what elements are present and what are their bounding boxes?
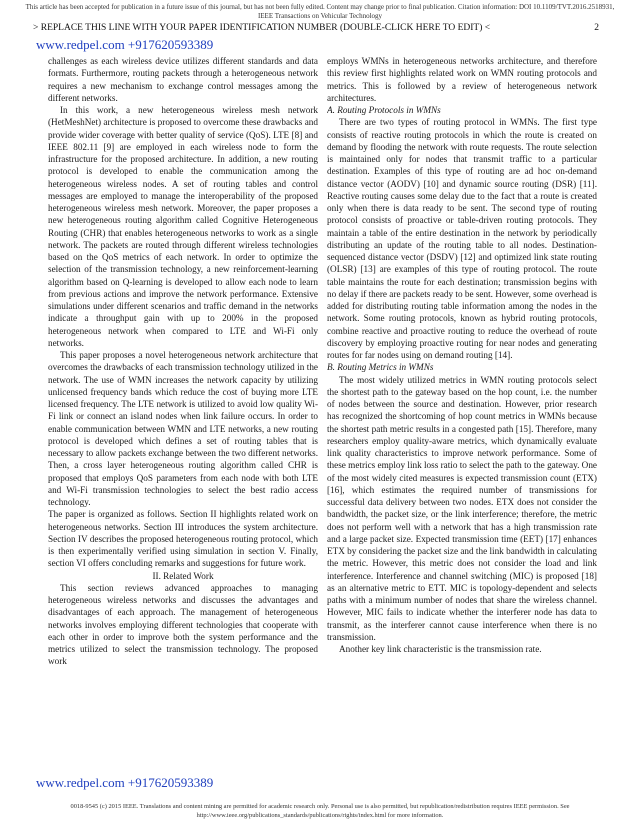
accepted-notice: This article has been accepted for publication in a future issue of this journal, but has not been fully edited. Content may change prior to final publication. Citation information: DOI 10.1109/TVT.2016.2518931, IEEE Transactions on Vehicular Technology	[25, 3, 615, 20]
paragraph: The paper is organized as follows. Section II highlights related work on heterogeneous networks. Section III introduces the system architecture. Section IV describes the proposed heterogeneous routing protocol, which is then experimentally verified using simulation in section V. Finally, section VI offers concluding remarks and suggestions for future work.	[48, 509, 318, 569]
watermark-bottom: www.redpel.com +917620593389	[36, 775, 214, 790]
paragraph: There are two types of routing protocol in WMNs. The first type consists of reactive routing protocols in which the route is created on demand by flooding the network with route requests. The route selection is maintained only for nodes that transmit traffic to a particular destination. Examples of this type of routing are ad hoc on-demand distance vector (AODV) [10] and dynamic source routing (DSR) [11]. Reactive routing causes some delay due to the fact that a route is created only when there is data ready to be sent. The second type of routing protocol consists of proactive or table-driven routing protocols. They maintain a table of the entire destination in the network by periodically distributing an update of the routing table to all nodes. Destination-sequenced distance vector (DSDV) [12] and optimized link state routing (OLSR) [13] are examples of this type of routing protocol. The route table maintains the route for each destination; transmission begins with no delay if there are packets ready to be sent. However, some overhead is added for distributing routing table information among the nodes in the network. Some routing protocols, known as hybrid routing protocols, combine reactive and proactive routing to reduce the overhead of route discovery by employing proactive routing for near nodes and generating routes for far nodes using on demand routing [14].	[327, 117, 597, 360]
header-title: > REPLACE THIS LINE WITH YOUR PAPER IDENTIFICATION NUMBER (DOUBLE-CLICK HERE TO EDIT) <	[33, 23, 491, 33]
section-heading: II. Related Work	[152, 570, 214, 581]
paragraph: employs WMNs in heterogeneous networks architecture, and therefore this review first highlights related work on WMN routing protocols and metrics. This is followed by a review of heterogeneous network architectures.	[327, 56, 597, 103]
paragraph: This paper proposes a novel heterogeneous network architecture that overcomes the drawbacks of each transmission technology utilized in the network. The use of WMN increases the network capacity by utilizing unlicensed frequency bands which reduce the cost of buying more LTE licensed frequency. The LTE network is utilized to avoid low quality Wi-Fi link or connect an island nodes when link failure occurs. In order to enable communication between WMN and LTE networks, a new routing protocol is developed which defines a set of routing tables that is necessary to allow packets exchange between the two different networks. Then, a cross layer heterogeneous routing algorithm called CHR is proposed that employs QoS parameters from each node with both LTE and Wi-Fi transmission technologies to select the best radio access technology.	[48, 350, 318, 507]
page-number: 2	[594, 23, 599, 33]
paragraph: In this work, a new heterogeneous wireless mesh network (HetMeshNet) architecture is proposed to overcome these drawbacks and provide wider coverage with better quality of service (QoS). LTE [8] and IEEE 802.11 [9] are employed in each wireless node to form the infrastructure for the proposed architecture. In addition, a new routing protocol is developed to enable the communication among the heterogeneous wireless nodes. A set of routing tables and control messages are employed to manage the interoperability of the proposed heterogeneous wireless mesh network. Moreover, the paper proposes a new heterogeneous routing algorithm called Cognitive Heterogeneous Routing (CHR) that enables heterogeneous networks to work as a single network. The packets are routed through different wireless technologies based on the QoS metrics of each network. In order to optimize the selection of the transmission technology, a new reinforcement-learning algorithm based on Q-learning is developed to allow each node to learn from previous actions and improve the network performance. Extensive simulations under different scenarios and traffic demand in the networks indicate a throughput gain with up to 200% in the proposed heterogeneous network when compared to LTE and Wi-Fi only networks.	[48, 105, 318, 348]
paragraph: challenges as each wireless device utilizes different standards and data formats. Furthermore, routing packets through a heterogeneous network requires a new mechanism to exchange control messages among the different networks.	[48, 56, 318, 103]
paragraph: The most widely utilized metrics in WMN routing protocols select the shortest path to the gateway based on the hop count, i.e. the number of nodes between the source and destination. However, prior research has recognized the shortcoming of hop count metrics in WMNs because the shortest path metric results in a congested path [15]. Therefore, many researchers employ quality-aware metrics, which dynamically evaluate link quality characteristics to improve network performance. Some of these metrics employ link loss ratio to select the path to the gateway. One of the most widely cited measures is expected transmission count (ETX) [16], which estimates the required number of transmissions for successful data delivery between two nodes. ETX does not consider the bandwidth, the packet size, or the link interference; therefore, the metric does not perform well with a network that has a high transmission rate and a large packet size. Expected transmission time (EET) [17] enhances ETX by considering the packet size and the link bandwidth in calculating the metric. However, this metric does not consider the load and link interference. Interference and channel switching (MIC) is proposed [18] as an alternative metric to ETT. MIC is topology-dependent and selects paths with a minimum number of nodes that share the wireless channel. However, MIC fails to indicate whether the interferer node has data to transmit, as the interferer cannot cause interference when there is no transmission.	[327, 374, 597, 642]
paragraph: This section reviews advanced approaches to managing heterogeneous wireless networks and discusses the advantages and disadvantages of each approach. The management of heterogeneous networks involves employing different technologies that cooperate with each other in order to improve both the system performance and the metrics utilized to select the transmission technology. The proposed work	[48, 582, 318, 667]
subsection-heading: A. Routing Protocols in WMNs	[327, 105, 441, 115]
left-column	[48, 55, 318, 785]
watermark-top: www.redpel.com +917620593389	[36, 37, 214, 52]
copyright-footer: 0018-9545 (c) 2015 IEEE. Translations and content mining are permitted for academic research only. Personal use is also permitted, but republication/redistribution requires IEEE permission. See http://www.ieee.org/publications_standards/publications/rights/index.html for more information.	[70, 803, 570, 819]
subsection-heading: B. Routing Metrics in WMNs	[327, 362, 434, 373]
right-column	[327, 55, 597, 795]
paragraph: Another key link characteristic is the transmission rate.	[339, 644, 542, 654]
